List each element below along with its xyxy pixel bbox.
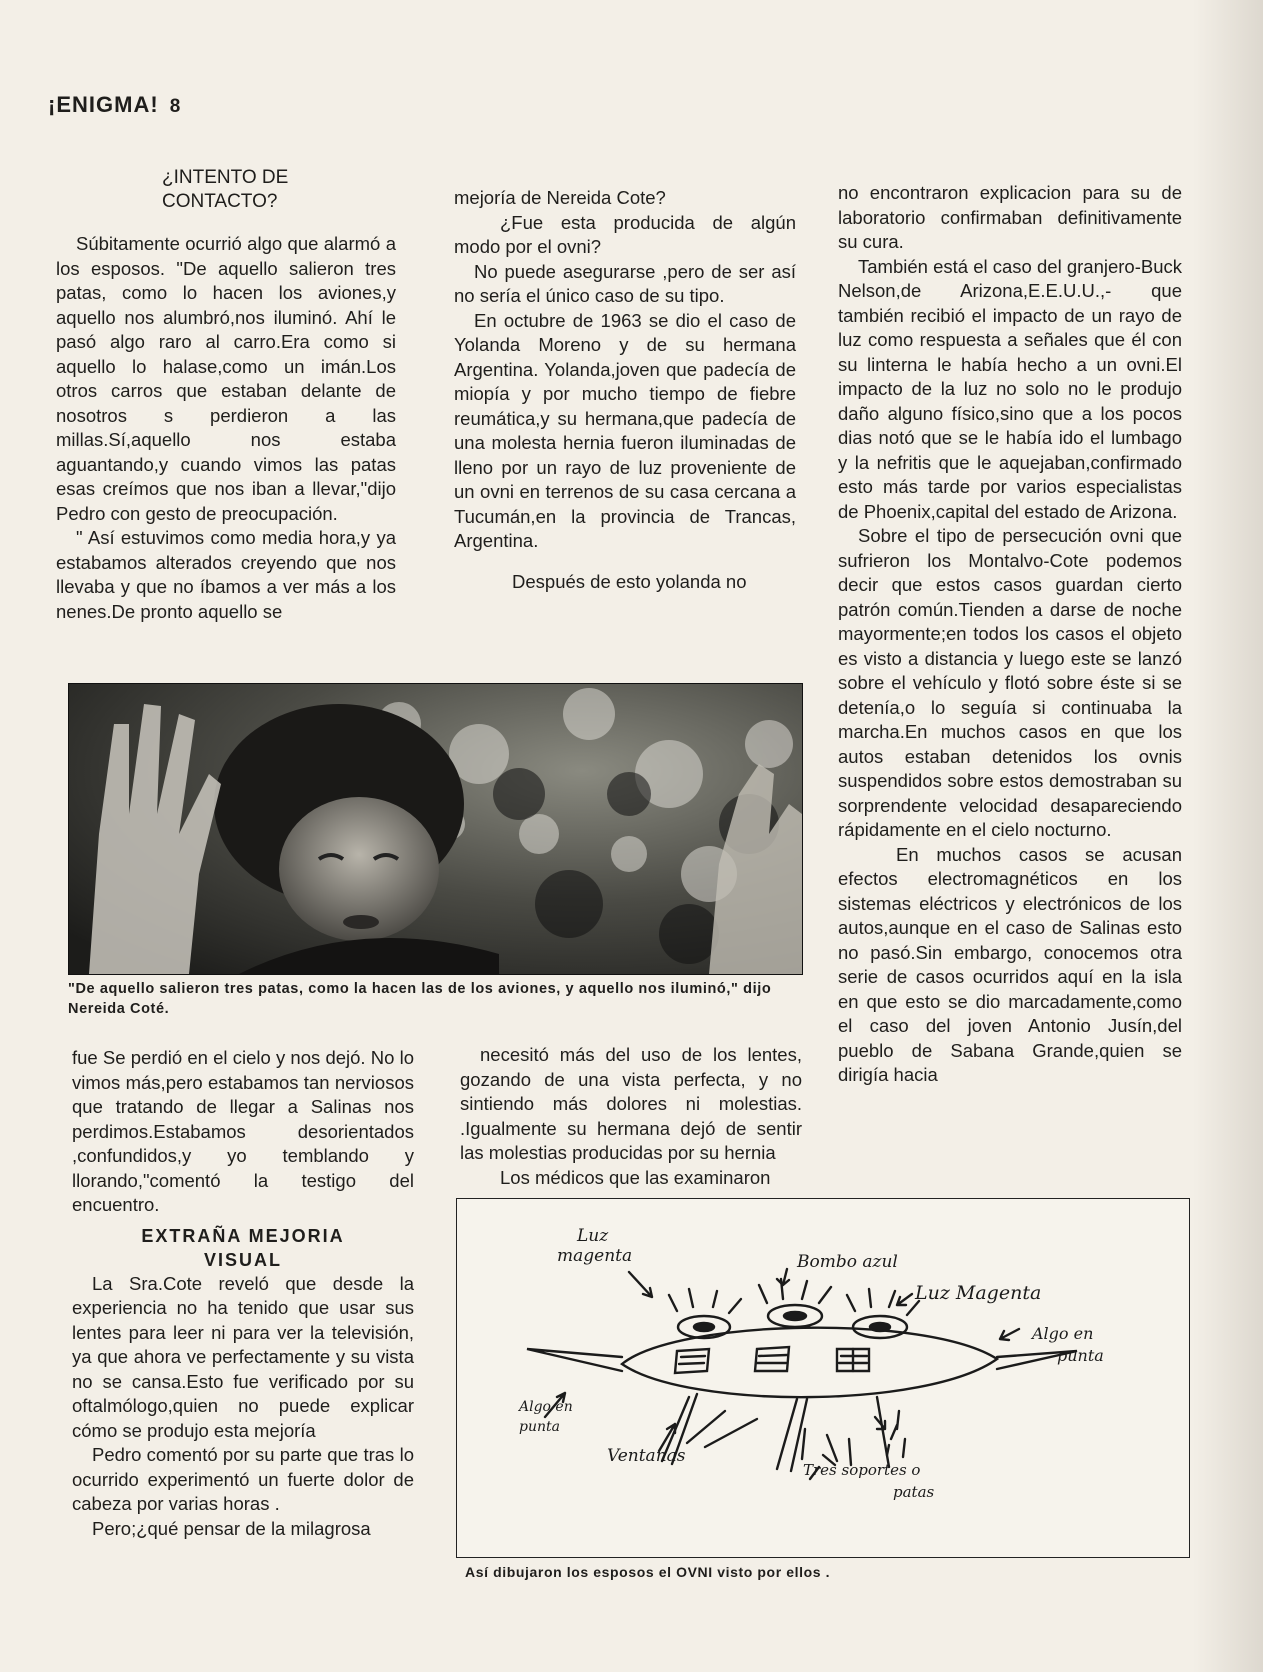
paragraph: mejoría de Nereida Cote? — [454, 187, 666, 208]
column-1-bottom — [72, 1046, 414, 1541]
paragraph: Pero;¿qué pensar de la milagrosa — [92, 1517, 371, 1539]
sketch-label-algo-en-punta-left: punta — [519, 1419, 560, 1435]
paragraph: No puede asegurarse ,pero de ser así no sería el único caso de su tipo. — [454, 260, 796, 306]
paragraph: Sobre el tipo de persecución ovni que sufrieron los Montalvo-Cote podemos decir que estos casos guardan cierto patrón común.Tienden a darse de noche mayormente;en todos los casos el objeto es visto a distancia y luego este se lanzó sobre el vehículo y flotó sobre éste si se detenía,o lo seguía si continuaba la marcha.En muchos casos en que los autos estaban detenidos los ovnis suspendidos sobre estos demostraban su sorprendente velocidad desapareciendo rápidamente en el cielo nocturno. — [838, 525, 1182, 840]
sketch-label-luz-magenta-left: Luz — [577, 1226, 609, 1246]
sketch-label-luz-magenta-left: magenta — [557, 1246, 633, 1266]
column-2-top — [454, 186, 796, 594]
page-number: 8 — [169, 96, 182, 117]
sketch-label-bombo-azul: Bombo azul — [797, 1252, 898, 1272]
paragraph: En octubre de 1963 se dio el caso de Yolanda Moreno y de su hermana Argentina. Yolanda,joven que padecía de miopía y por mucho tiempo de fiebre reumática,y su hermana,que padecía de una molesta hernia fueron iluminadas de lleno por un rayo de luz proveniente de un ovni en terrenos de su casa cercana a Tucumán,en la provincia de Trancas, Argentina. — [454, 309, 796, 551]
photo-caption: "De aquello salieron tres patas, como la hacen las de los aviones, y aquello nos iluminó," dijo Nereida Coté. — [68, 981, 772, 1017]
photo-nereida-cote — [68, 683, 803, 975]
ufo-sketch-image — [457, 1199, 1189, 1557]
sketch-label-tres-soportes: Tres soportes o — [803, 1461, 921, 1479]
column-1-top — [56, 166, 396, 624]
sketch-label-algo-en-punta-left: Algo en — [519, 1399, 573, 1415]
paragraph: Súbitamente ocurrió algo que alarmó a los esposos. "De aquello salieron tres patas, como lo hacen los aviones,y aquello nos alumbró,nos iluminó. Ahí le pasó algo raro al carro.Era como si aquello lo halase,como un imán.Los otros carros que estaban delante de nosotros s perdieron a las millas.Sí,aquello nos estaba aguantando,y cuando vimos las patas esas creímos que nos iban a llevar,"dijo Pedro con gesto de preocupación. — [56, 233, 396, 524]
paragraph: La Sra.Cote reveló que desde la experiencia no ha tenido que usar sus lentes para leer ni para ver la televisión, ya que ahora ve perfectamente y su vista no se cansa.Esto fue verificado por su oftalmólogo,quien no puede explicar cómo se produjo esta mejoría — [72, 1272, 414, 1441]
paragraph: Los médicos que las examinaron — [500, 1166, 771, 1188]
paragraph: ¿Fue esta producida de algún modo por el ovni? — [454, 211, 796, 257]
paragraph: En muchos casos se acusan efectos electromagnéticos en los sistemas eléctricos y electrónicos de los autos,aunque en el caso de Salinas esto no pasó.Sin embargo, conocemos otra serie de casos ocurridos aquí en la isla en que esto se dio marcadamente,como el caso del joven Antonio Jusín,del pueblo de Sabana Grande,quien se dirigía hacia — [838, 843, 1182, 1085]
heading-line: CONTACTO? — [162, 191, 278, 212]
paragraph: Después de esto yolanda no — [512, 570, 747, 592]
sketch-label-ventanas: Ventanas — [607, 1446, 686, 1466]
ufo-sketch — [456, 1198, 1190, 1558]
photo-image — [69, 684, 802, 974]
sketch-label-luz-magenta-right: Luz Magenta — [915, 1282, 1042, 1304]
section-heading-mejoria — [72, 1224, 414, 1272]
column-2-bottom — [460, 1043, 802, 1190]
sketch-label-tres-soportes: patas — [893, 1483, 935, 1501]
paragraph: no encontraron explicacion para su de laboratorio confirmaban definitivamente su cura. — [838, 182, 1182, 252]
sketch-label-algo-en-punta-right: Algo en — [1032, 1324, 1094, 1343]
drawing-caption: Así dibujaron los esposos el OVNI visto por ellos . — [465, 1564, 831, 1580]
paragraph: necesitó más del uso de los lentes, gozando de una vista perfecta, y no sintiendo más dolores ni molestias. .Igualmente su hermana dejó de sentir las molestias producidas por su hernia — [460, 1044, 802, 1163]
subhead-line: EXTRAÑA MEJORIA — [141, 1225, 345, 1246]
paragraph: " Así estuvimos como media hora,y ya estabamos alterados creyendo que nos llevaba y que no íbamos a ver más a los nenes.De pronto aquello se — [56, 527, 396, 622]
heading-line: ¿INTENTO DE — [162, 167, 289, 188]
section-heading-contacto — [56, 166, 396, 214]
subhead-line: VISUAL — [203, 1249, 282, 1270]
magazine-header — [48, 92, 181, 118]
column-3 — [838, 181, 1182, 1088]
paragraph: También está el caso del granjero-Buck Nelson,de Arizona,E.E.U.U.,- que también recibió el impacto de un rayo de luz como respuesta a señales que él con su linterna le había hecho a un ovni.El impacto de la luz no solo no le produjo daño alguno físico,sino que a los pocos dias notó que se le había ido el lumbago y la nefritis que le aquejaban,confirmado esto más tarde por varios especialistas de Phoenix,capital del estado de Arizona. — [838, 255, 1182, 522]
paragraph: Pedro comentó por su parte que tras lo ocurrido experimentó un fuerte dolor de cabeza por varias horas . — [72, 1444, 414, 1514]
page-edge-shadow — [1193, 0, 1263, 1672]
sketch-label-algo-en-punta-right: punta — [1057, 1346, 1104, 1365]
magazine-title: ¡ENIGMA! — [48, 92, 159, 117]
paragraph: fue Se perdió en el cielo y nos dejó. No lo vimos más,pero estabamos tan nerviosos que tratando de llegar a Salinas nos perdimos.Estabamos desorientados ,confundidos,y yo temblando y llorando,"comentó la testigo del encuentro. — [72, 1047, 414, 1215]
